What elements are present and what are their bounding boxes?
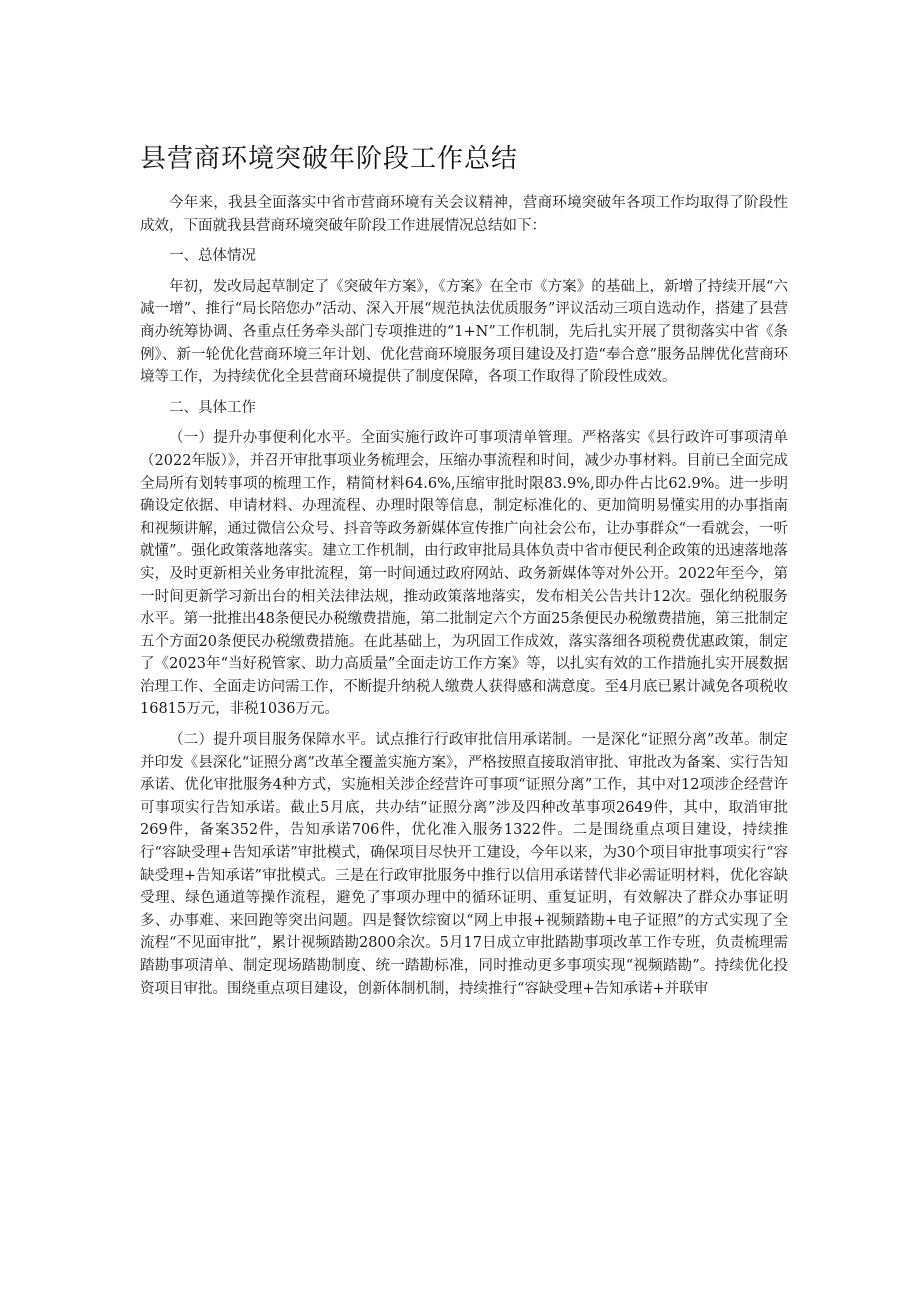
specific-work-paragraph-1: （一）提升办事便利化水平。全面实施行政许可事项清单管理。严格落实《县行政许可事项清单（2022年版）》，并召开审批事项业务梳理会，压缩办事流程和时间，减少办事材料。目前已全面完成全局所有划转事项的梳理工作，精简材料64.6%,压缩审批时限83.9%,即办件占比62.9%。进一步明确设定依据、申请材料、办理流程、办理时限等信息，制定标准化的、更加简明易懂实用的办事指南和视频讲解，通过微信公众号、抖音等政务新媒体宣传推广向社会公布，让办事群众“一看就会，一听就懂”。强化政策落地落实。建立工作机制，由行政审批局具体负责中省市便民利企政策的迅速落地落实，及时更新相关业务审批流程，第一时间通过政府网站、政务新媒体等对外公开。2022年至今，第一时间更新学习新出台的相关法律法规，推动政策落地落实，发布相关公告共计12次。强化纳税服务水平。第一批推出48条便民办税缴费措施，第二批制定六个方面25条便民办税缴费措施，第三批制定五个方面20条便民办税缴费措施。在此基础上，为巩固工作成效，落实落细各项税费优惠政策，制定了《2023年“当好税管家、助力高质量”全面走访工作方案》等，以扎实有效的工作措施扎实开展数据治理工作、全面走访问需工作，不断提升纳税人缴费人获得感和满意度。至4月底已累计减免各项税收16815万元，非税1036万元。 [140,430,788,718]
specific-work-paragraph-2: （二）提升项目服务保障水平。试点推行行政审批信用承诺制。一是深化“证照分离”改革。制定并印发《县深化“证照分离”改革全覆盖实施方案》，严格按照直接取消审批、审批改为备案、实行告知承诺、优化审批服务4种方式，实施相关涉企经营许可事项“证照分离”工作，其中对12项涉企经营许可事项实行告知承诺。截止5月底，共办结“证照分离”涉及四种改革事项2649件，其中，取消审批269件，备案352件，告知承诺706件，优化准入服务1322件。二是围绕重点项目建设，持续推行“容缺受理+告知承诺”审批模式，确保项目尽快开工建设，今年以来，为30个项目审批事项实行“容缺受理+告知承诺”审批模式。三是在行政审批服务中推行以信用承诺替代非必需证明材料，优化容缺受理、绿色通道等操作流程，避免了事项办理中的循环证明、重复证明，有效解决了群众办事证明多、办事难、来回跑等突出问题。四是餐饮综窗以“网上申报+视频踏勘+电子证照”的方式实现了全流程“不见面审批”，累计视频踏勘2800余次。5月17日成立审批踏勘事项改革工作专班，负责梳理需踏勘事项清单、制定现场踏勘制度、统一踏勘标准，同时推动更多事项实现“视频踏勘”。持续优化投资项目审批。围绕重点项目建设，创新体制机制，持续推行“容缺受理+告知承诺+并联审 [140,732,788,997]
intro-paragraph: 今年来，我县全面落实中省市营商环境有关会议精神，营商环境突破年各项工作均取得了阶段性成效，下面就我县营商环境突破年阶段工作进展情况总结如下： [140,195,788,234]
section-heading-overview: 一、总体情况 [169,248,256,265]
section-heading-specific-work: 二、具体工作 [169,399,256,416]
overview-paragraph: 年初，发改局起草制定了《突破年方案》，《方案》在全市《方案》的基础上，新增了持续开展“六减一增”、推行“局长陪您办”活动、深入开展“规范执法优质服务”评议活动三项自选动作，搭建了县营商办统筹协调、各重点任务牵头部门专项推进的“1+N”工作机制，先后扎实开展了贯彻落实中省《条例》、新一轮优化营商环境三年计划、优化营商环境服务项目建设及打造“奉合意”服务品牌优化营商环境等工作，为持续优化全县营商环境提供了制度保障，各项工作取得了阶段性成效。 [140,278,788,386]
page-title: 县营商环境突破年阶段工作总结 [140,144,519,174]
